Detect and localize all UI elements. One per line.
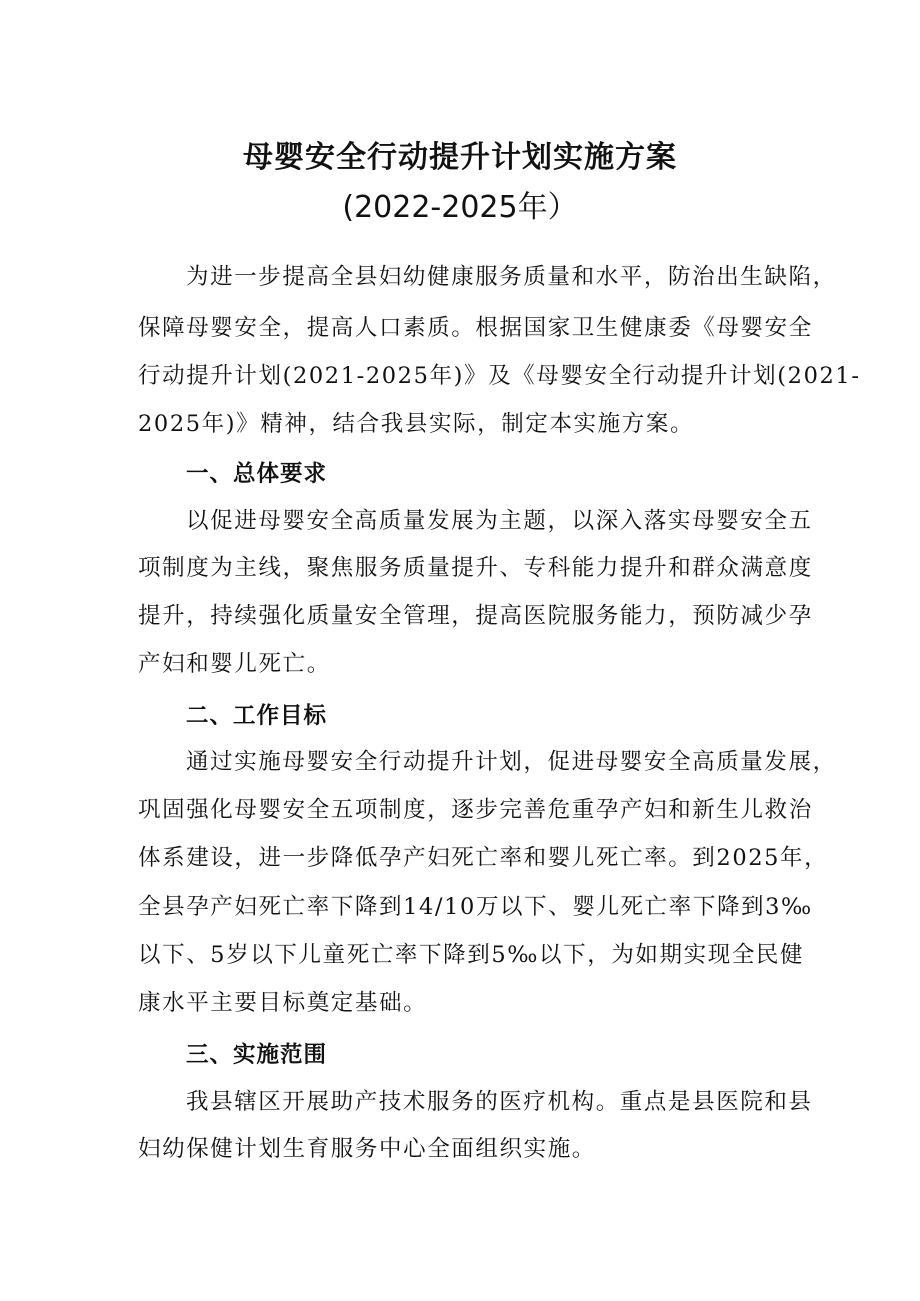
section-1-line: 以促进母婴安全高质量发展为主题，以深入落实母婴安全五 [186,508,813,534]
intro-line: 2025年)》精神，结合我县实际，制定本实施方案。 [138,411,695,437]
section-3-line: 妇幼保健计划生育服务中心全面组织实施。 [138,1136,596,1162]
intro-line: 保障母婴安全，提高人口素质。根据国家卫生健康委《母婴安全 [138,315,813,341]
section-2-line: 巩固强化母婴安全五项制度，逐步完善危重孕产妇和新生儿救治 [138,797,813,823]
section-2-line: 以下、5岁以下儿童死亡率下降到5‰以下，为如期实现全民健 [138,942,805,968]
intro-line: 行动提升计划(2021-2025年)》及《母婴安全行动提升计划(2021- [138,363,861,389]
section-2-line: 康水平主要目标奠定基础。 [138,990,428,1016]
section-2-line: 全县孕产妇死亡率下降到14/10万以下、婴儿死亡率下降到3‰ [138,894,813,920]
section-heading-1: 一、总体要求 [186,461,328,487]
document-subtitle: (2022-2025年） [342,190,578,225]
section-3-line: 我县辖区开展助产技术服务的医疗机构。重点是县医院和县 [186,1089,813,1115]
section-heading-2: 二、工作目标 [186,703,328,729]
document-title: 母婴安全行动提升计划实施方案 [243,140,677,175]
section-2-line: 体系建设，进一步降低孕产妇死亡率和婴儿死亡率。到2025年， [138,845,829,871]
section-1-line: 项制度为主线，聚焦服务质量提升、专科能力提升和群众满意度 [138,555,813,581]
section-1-line: 提升，持续强化质量安全管理，提高医院服务能力，预防减少孕 [138,603,813,629]
section-2-line: 通过实施母婴安全行动提升计划，促进母婴安全高质量发展， [186,749,837,775]
intro-line: 为进一步提高全县妇幼健康服务质量和水平，防治出生缺陷， [186,264,837,290]
section-heading-3: 三、实施范围 [186,1042,328,1068]
section-1-line: 产妇和婴儿死亡。 [138,651,331,677]
